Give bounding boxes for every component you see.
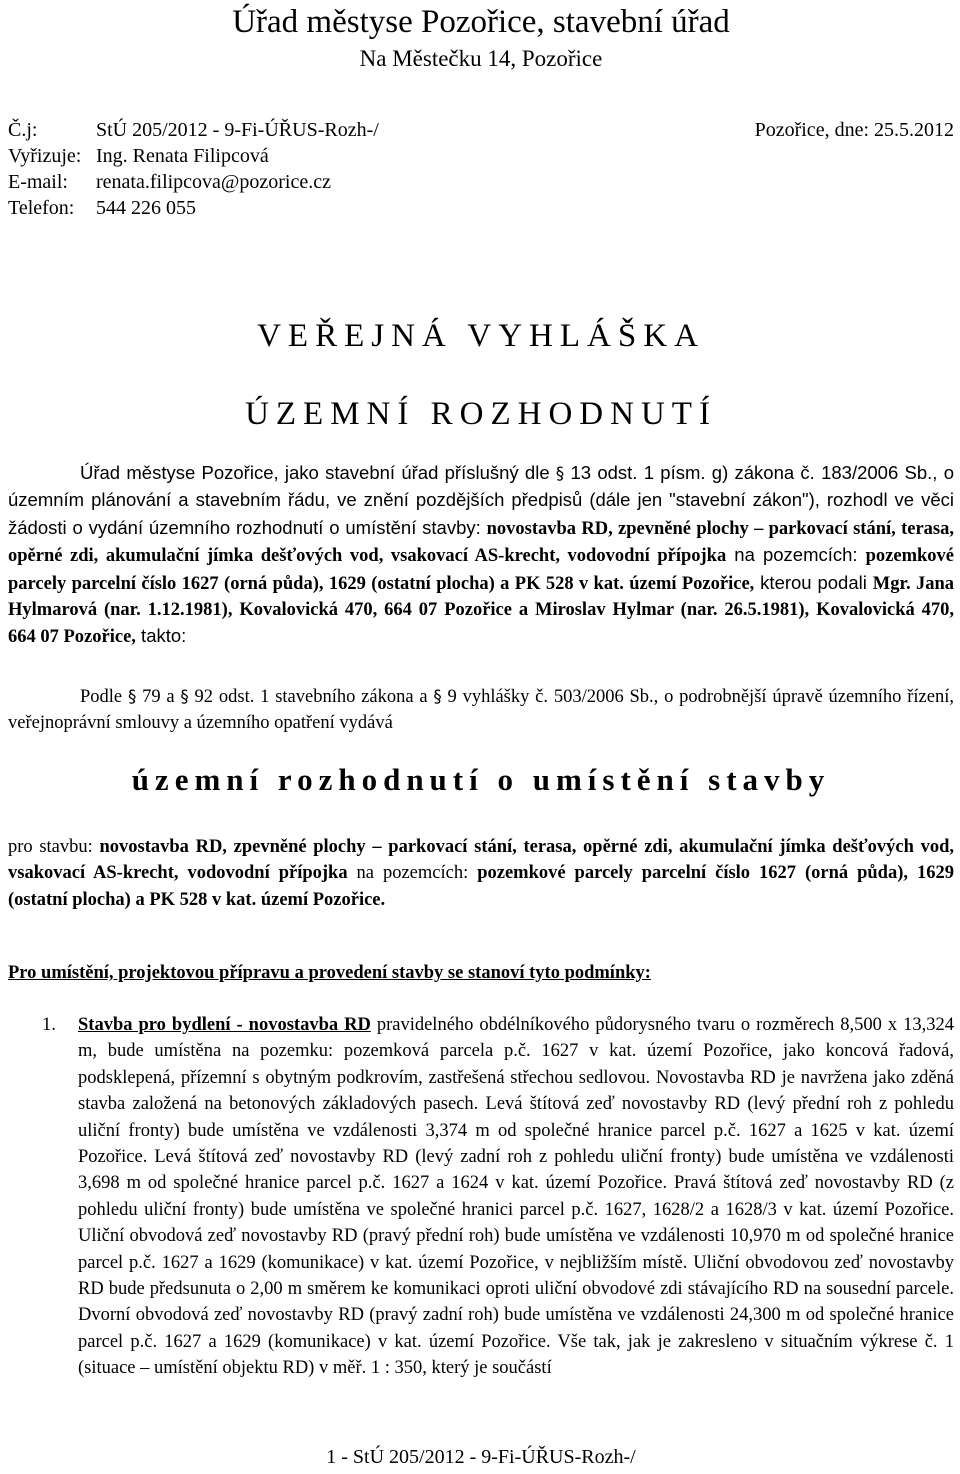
intro-building-description: novostavba RD, zpevněné plochy – parkovací stání, terasa, opěrné zdi, akumulační jímka dešťových vod, vsakovací AS-krecht, vodovodní přípojka bbox=[8, 518, 954, 567]
phone-value: 544 226 055 bbox=[96, 197, 196, 219]
legal-text-4: 9 vyhlášky č. 503/2006 Sb., o podrobnější úpravě územního řízení, veřejnoprávní smlouvy a územního opatření vydává bbox=[8, 687, 954, 734]
handled-by-value: Ing. Renata Filipcová bbox=[96, 145, 269, 167]
reference-number-row bbox=[8, 117, 379, 143]
org-name: Úřad městyse Pozořice, stavební úřad bbox=[232, 4, 730, 40]
condition-item-heading: Stavba pro bydlení - novostavba RD bbox=[78, 1015, 371, 1035]
title-zoning-decision: ÚZEMNÍ ROZHODNUTÍ bbox=[245, 396, 717, 432]
section-sign: § bbox=[555, 464, 565, 483]
page-footer: 1 - StÚ 205/2012 - 9-Fi-ÚŘUS-Rozh-/ bbox=[326, 1446, 636, 1468]
phone-row bbox=[8, 195, 196, 221]
intro-text-2: 13 odst. 1 písm. g) zákona č. 183/2006 Sb., o územním plánování a stavebním řádu, ve znění pozdějších předpisů (dále jen "stavební zákon"), rozhodl ve věci žádosti o vydání územního rozhodnutí o umístění stavby: bbox=[8, 462, 954, 538]
intro-text-3: na pozemcích: bbox=[726, 544, 866, 566]
reference-number-label: Č.j: bbox=[8, 119, 38, 141]
condition-item-text: pravidelného obdélníkového půdorysného tvaru o rozměrech 8,500 x 13,324 m, bude umístěna na pozemku: pozemková parcela p.č. 1627 v kat. území Pozořice, jako koncová řadová, podsklepená, přízemní s obytným podkrovím, zastřešená střechou sedlovou. Novostavba RD je navržena jako zděná stavba založená na betonových základových pasech. Levá štítová zeď novostavby RD (levý přední roh z pohledu uliční fronty) bude umístěna ve vzdálenosti 3,374 m od společné hranice parcel p.č. 1627 a 1625 v kat. území Pozořice. Levá štítová zeď novostavby RD (levý zadní roh z pohledu uliční fronty) bude umístěna ve vzdálenosti 3,698 m od společné hranice parcel p.č. 1627 a 1624 v kat. území Pozořice. Pravá štítová zeď novostavby RD (z pohledu uliční fronty) bude umístěna ve společné hranici parcel p.č. 1627, 1628/2 a 1628/3 v kat. území Pozořice. Uliční obvodová zeď novostavby RD (pravý přední roh) bude umístěna ve vzdálenosti 10,970 m od společné hranice parcel p.č. 1627 a 1629 (komunikace) v kat. území Pozořice, v nejbližším místě. Uliční obvodovou zeď novostavby RD bude předsunuta o 2,00 m směrem ke komunikaci oproti uliční obvodové zdi stávajícího RD na sousední parcele. Dvorní obvodová zeď novostavby RD (pravý zadní roh) bude umístěna ve vzdálenosti 24,300 m od společné hranice parcel p.č. 1627 a 1629 (komunikace) v kat. území Pozořice. Vše tak, jak je zakresleno v situačním výkrese č. 1 (situace – umístění objektu RD) v měř. 1 : 350, který je součástí bbox=[78, 1015, 954, 1379]
intro-text-4: kterou podali bbox=[754, 571, 873, 593]
section-sign: § bbox=[127, 687, 137, 706]
title-public-notice: VEŘEJNÁ VYHLÁŠKA bbox=[257, 318, 705, 354]
intro-text-1: Úřad městyse Pozořice, jako stavební úřad příslušný dle bbox=[80, 462, 556, 483]
for-building-description: novostavba RD, zpevněné plochy – parkovací stání, terasa, opěrné zdi, akumulační jímka dešťových vod, vsakovací AS-krecht, vodovodní přípojka bbox=[8, 837, 954, 884]
handled-by-label: Vyřizuje: bbox=[8, 145, 82, 167]
org-address: Na Městečku 14, Pozořice bbox=[359, 46, 603, 71]
intro-text-5: takto: bbox=[135, 625, 187, 647]
for-building-text-2: na pozemcích: bbox=[347, 863, 478, 884]
for-building-parcels: pozemkové parcely parcelní číslo 1627 (orná půda), 1629 (ostatní plocha) a PK 528 v kat. území Pozořice. bbox=[8, 863, 954, 910]
intro-paragraph bbox=[8, 460, 954, 651]
legal-basis-paragraph bbox=[8, 684, 954, 737]
phone-label: Telefon: bbox=[8, 197, 75, 219]
reference-number-value: StÚ 205/2012 - 9-Fi-ÚŘUS-Rozh-/ bbox=[96, 119, 379, 141]
condition-item-number: 1. bbox=[42, 1015, 56, 1035]
document-date: Pozořice, dne: 25.5.2012 bbox=[754, 119, 954, 141]
email-row bbox=[8, 169, 331, 195]
condition-item-1 bbox=[78, 1012, 954, 1382]
for-building-paragraph bbox=[8, 834, 954, 913]
legal-text-2: 79 a bbox=[136, 687, 181, 707]
email-label: E-mail: bbox=[8, 171, 68, 193]
handled-by-row bbox=[8, 143, 269, 169]
section-sign: § bbox=[433, 687, 442, 706]
conditions-heading: Pro umístění, projektovou přípravu a provedení stavby se stanoví tyto podmínky: bbox=[8, 963, 651, 983]
intro-applicants: Mgr. Jana Hylmarová (nar. 1.12.1981), Kovalovická 470, 664 07 Pozořice a Miroslav Hylmar (nar. 26.5.1981), Kovalovická 470, 664 07 Pozořice, bbox=[8, 573, 955, 648]
decision-title: územní rozhodnutí o umístění stavby bbox=[131, 762, 831, 797]
for-building-text-1: pro stavbu: bbox=[8, 837, 100, 857]
email-value[interactable]: renata.filipcova@pozorice.cz bbox=[96, 171, 331, 193]
legal-text-1: Podle bbox=[80, 687, 128, 707]
legal-text-3: 92 odst. 1 stavebního zákona a bbox=[188, 687, 434, 707]
intro-parcels: pozemkové parcely parcelní číslo 1627 (orná půda), 1629 (ostatní plocha) a PK 528 v kat. území Pozořice, bbox=[8, 546, 954, 594]
section-sign: § bbox=[180, 687, 189, 706]
